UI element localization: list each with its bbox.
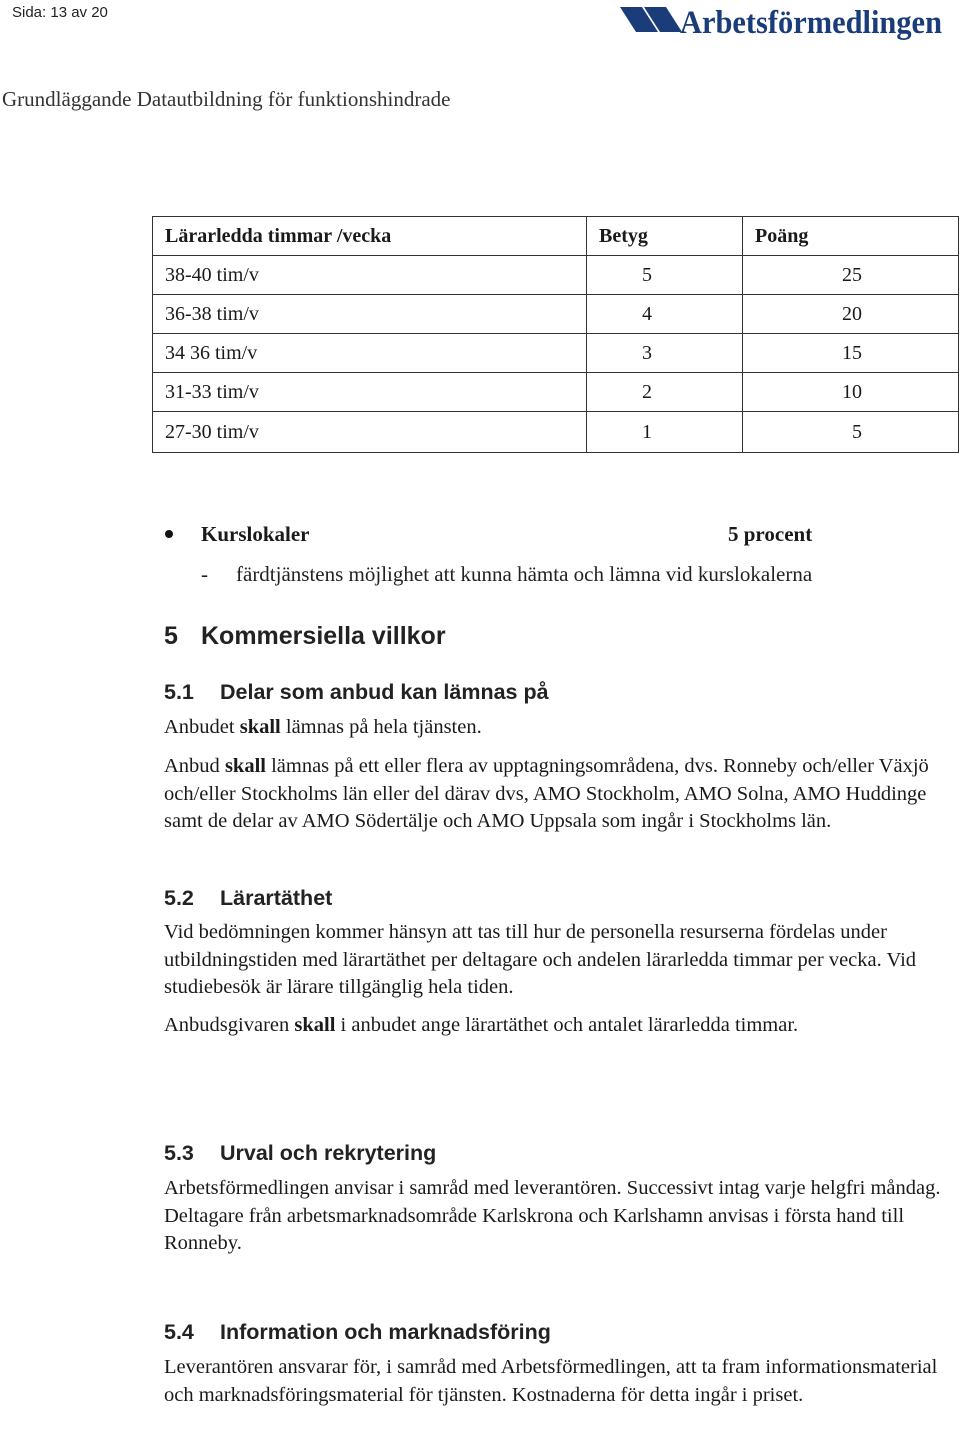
cell-grade: 2 <box>587 373 743 412</box>
section-title: Urval och rekrytering <box>220 1141 437 1165</box>
paragraph: Leverantören ansvarar för, i samråd med Arbetsförmedlingen, att ta fram informationsmaterial och marknadsföringsmaterial för tjänsten. Kostnaderna för detta ingår i priset. <box>164 1356 938 1406</box>
cell-hours: 27-30 tim/v <box>153 412 587 453</box>
cell-points: 25 <box>743 256 959 295</box>
bullet-label: Kurslokaler <box>201 522 310 546</box>
table-row <box>153 256 959 295</box>
paragraph <box>164 714 944 742</box>
cell-points: 10 <box>743 373 959 412</box>
logo-mark-icon <box>620 7 682 40</box>
bold-run: skall <box>224 755 266 777</box>
cell-grade: 3 <box>587 334 743 373</box>
section-title: Delar som anbud kan lämnas på <box>220 680 549 704</box>
section-heading-5-3 <box>164 1141 436 1166</box>
table-row <box>153 373 959 412</box>
text-run: Anbudet <box>164 716 240 738</box>
logo-wordmark: Arbetsförmedlingen <box>680 5 942 41</box>
column-header-hours: Lärarledda timmar /vecka <box>153 217 587 256</box>
cell-hours: 38-40 tim/v <box>153 256 587 295</box>
paragraph: Vid bedömningen kommer hänsyn att tas till hur de personella resurserna fördelas under utbildningstiden med lärartäthet per deltagare och andelen lärarledda timmar per vecka. Vid studiebesök är lärare tillgänglig hela tiden. <box>164 921 917 998</box>
cell-grade: 1 <box>587 412 743 453</box>
document-subtitle: Grundläggande Datautbildning för funktionshindrade <box>2 87 451 111</box>
section-title: Kommersiella villkor <box>201 622 446 650</box>
bold-run: skall <box>294 1014 336 1036</box>
column-header-grade: Betyg <box>587 217 743 256</box>
section-heading-5-1 <box>164 680 549 705</box>
section-title: Information och marknadsföring <box>220 1320 551 1344</box>
arbetsformedlingen-logo <box>618 2 948 44</box>
text-run: lämnas på ett eller flera av upptagningsområdena, dvs. Ronneby och/eller Växjö och/eller Stockholms län eller del därav dvs, AMO Stockholm, AMO Solna, AMO Huddinge samt de delar av AMO Södertälje och AMO Uppsala som ingår i Stockholms län. <box>164 755 929 832</box>
cell-hours: 34 36 tim/v <box>153 334 587 373</box>
paragraph <box>164 753 944 836</box>
bullet-icon <box>165 530 173 538</box>
section-heading-5 <box>164 622 446 651</box>
section-number: 5.2 <box>164 886 194 910</box>
sub-item-dash: - <box>201 562 208 586</box>
text-run: lämnas på hela tjänsten. <box>280 716 482 738</box>
section-number: 5 <box>164 622 178 650</box>
cell-grade: 5 <box>587 256 743 295</box>
paragraph: Arbetsförmedlingen anvisar i samråd med leverantören. Successivt intag varje helgfri måndag. Deltagare från arbetsmarknadsområde Karlskrona och Karlshamn anvisas i första hand till Ronneby. <box>164 1177 941 1254</box>
column-header-points: Poäng <box>743 217 959 256</box>
page-indicator: Sida: 13 av 20 <box>12 4 108 21</box>
cell-points: 5 <box>743 412 959 453</box>
section-number: 5.1 <box>164 680 194 704</box>
cell-hours: 36-38 tim/v <box>153 295 587 334</box>
section-heading-5-2 <box>164 886 332 911</box>
table-row <box>153 334 959 373</box>
sub-item-text: färdtjänstens möjlighet att kunna hämta och lämna vid kurslokalerna <box>236 562 813 586</box>
table-row <box>153 412 959 453</box>
section-heading-5-4 <box>164 1320 551 1345</box>
cell-points: 20 <box>743 295 959 334</box>
bold-run: skall <box>239 716 281 738</box>
text-run: i anbudet ange lärartäthet och antalet lärarledda timmar. <box>335 1014 799 1036</box>
text-run: Anbudsgivaren <box>164 1014 295 1036</box>
cell-points: 15 <box>743 334 959 373</box>
cell-grade: 4 <box>587 295 743 334</box>
grade-table <box>152 216 959 453</box>
table-row <box>153 295 959 334</box>
table-header-row <box>153 217 959 256</box>
paragraph <box>164 1012 944 1040</box>
bullet-value: 5 procent <box>728 522 813 546</box>
text-run: Anbud <box>164 755 225 777</box>
section-number: 5.4 <box>164 1320 194 1344</box>
cell-hours: 31-33 tim/v <box>153 373 587 412</box>
section-number: 5.3 <box>164 1141 194 1165</box>
section-title: Lärartäthet <box>220 886 333 910</box>
